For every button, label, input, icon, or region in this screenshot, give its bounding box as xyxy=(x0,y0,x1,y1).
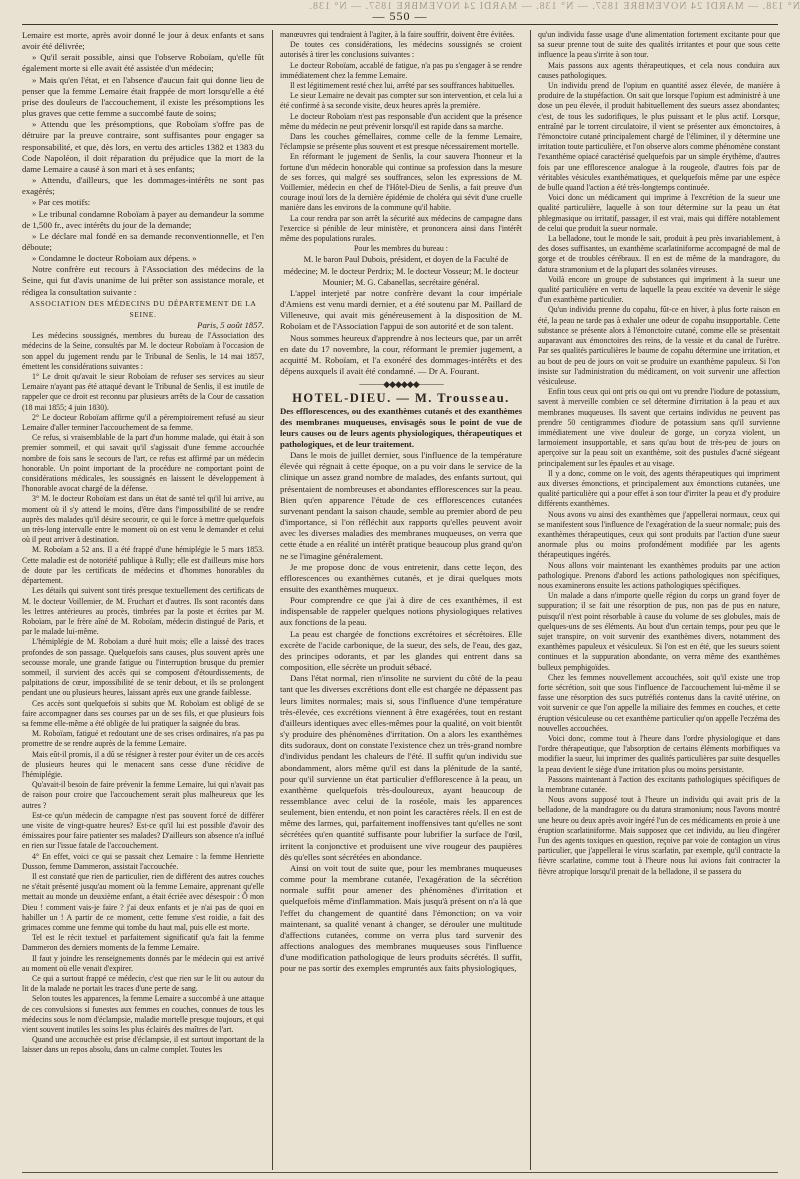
paragraph: Nous avons vu ainsi des exanthèmes que j'appellerai normaux, ceux qui se manifestent sous l'influence de l'exagération de la sueur normale; puis des exanthèmes thérapeutiques, ceux qui sont produits par l'action d'une sueur anormale plus ou moins profondément modifiée par les agents thérapeutiques ingérés. xyxy=(538,509,780,560)
lecture-heading: HOTEL-DIEU. — M. Trousseau. xyxy=(292,391,510,406)
paragraph: Les médecins soussignés, membres du bureau de l'Association des médecins de la Seine, consultés par M. le docteur Roboïam à l'occasion de son appel du jugement rendu par le Tribunal de Senlis, le 14 mai 1857, émettent les considérations suivantes : xyxy=(22,331,264,371)
paragraph: Il y a donc, comme on le voit, des agents thérapeutiques qui impriment aux diverses émonctions, et principalement aux émonctions cutanées, une qualité particulière qui a pour effet à son tour d'irriter la peau et d'y produire différents exanthèmes. xyxy=(538,468,780,509)
paragraph: 1° Le droit qu'avait le sieur Roboïam de refuser ses services au sieur Lemaire n'ayant pas été attaqué devant le Tribunal de Senlis, il est inutile de rappeler que ce droit est reconnu par plusieurs arrêts de la Cour de cassation (18 mai 1855; 4 juin 1830). xyxy=(22,372,264,412)
paragraph: M. Roboïam a 52 ans. Il a été frappé d'une hémiplégie le 5 mars 1853. Cette maladie est de notoriété publique à Rully; elle est d'ailleurs mise hors de doute par les certificats de médecins et d'hommes honorables du département. xyxy=(22,545,264,586)
paragraph: L'appel interjeté par notre confrère devant la cour impériale d'Amiens est venu mardi dernier, et a été soutenu par M. Paillard de Villeneuve, qui avait mis généreusement à la disposition de M. Roboïam et de l'Association l'appui de son autorité et de son talent. xyxy=(280,287,522,332)
section-heading: ASSOCIATION DES MÉDECINS DU DÉPARTEMENT DE LA SEINE. xyxy=(29,298,257,319)
footer-rule xyxy=(22,1172,778,1173)
paragraph: La cour rendra par son arrêt la sécurité aux médecins de campagne dans l'exercice si pénible de leur ministère, et prononcera ainsi dans l'intérêt même des populations rurales. xyxy=(280,213,522,244)
paragraph: Lemaire est morte, après avoir donné le jour à deux enfants et sans avoir été délivrée; xyxy=(22,30,264,52)
paragraph: Il faut y joindre les renseignements donnés par le médecin qui est arrivé au moment où elle venait d'expirer. xyxy=(22,953,264,973)
paragraph: Les détails qui suivent sont tirés presque textuellement des certificats de M. le docteur Voillemier, de M. Fruchart et d'autres. Ils sont racontés dans les lettres antérieures au procès, timbrées par la poste et écrites par M. Roboïam, par le frère aîné de M. Roboïam, médecin distingué de Paris, et par le malade lui-même. xyxy=(22,586,264,637)
paragraph: » Condamne le docteur Roboïam aux dépens. » xyxy=(32,253,197,264)
paragraph: 4° En effet, voici ce qui se passait chez Lemaire : la femme Henriette Dusson, femme Dammeron, assistait l'accouchée. xyxy=(22,851,264,871)
paragraph: Nous avons supposé tout à l'heure un individu qui avait pris de la belladone, de la mandragore ou du datura stramonium; nous l'avons montré une heure ou deux après avoir ingéré l'un de ces médicaments en proie à une éruption scarlatiniforme. Mais supposez que cet individu, au lieu d'ingérer l'un des agents toxiques en question, reçoive par voie de contagion un virus particulier, que j'appellerai le virus scarlatin, par exemple, qu'il contracte la fièvre scarlatine, comme tout à l'heure nous lui avions fait contracter la fièvre atropique lorsqu'il prenait de la belladone, il se passera du xyxy=(538,795,780,876)
paragraph: Notre confrère eut recours à l'Association des médecins de la Seine, qui fut d'avis unanime de lui prêter son assistance morale, et rédigea la consultation suivante : xyxy=(22,264,264,297)
paragraph: Quand une accouchée est prise d'éclampsie, il est surtout important de la laisser dans un repos absolu, dans un calme complet. Toutes les xyxy=(22,1035,264,1055)
signature-heading: Pour les membres du bureau : xyxy=(353,244,448,254)
header-rule xyxy=(22,24,778,25)
paragraph: qu'un individu fasse usage d'une alimentation fortement excitante pour que sa sueur prenne tout de suite des qualités irritantes et pour que sous cette influence la peau s'irrite à son tour. xyxy=(538,30,780,60)
paragraph: Mais passons aux agents thérapeutiques, et cela nous conduira aux causes pathologiques. xyxy=(538,60,780,80)
paragraph: Enfin tous ceux qui ont pris ou qui ont vu prendre l'iodure de potassium, savent à merveille combien ce sel détermine d'irritation à la peau et aux membranes muqueuses. Ils savent que certains individus ne peuvent pas prendre 50 centigrammes d'iodure de potassium sans qu'il survienne immédiatement une vive douleur de gorge, un coryza violent, un larmoiement insupportable, et sans qu'au bout de très-peu de jours on aperçoive sur la peau soit un exanthème, soit des pustules d'acné siégeant principalement sur les épaules et au visage. xyxy=(538,387,780,468)
paragraph: En réformant le jugement de Senlis, la cour sauvera l'honneur et la fortune d'un médecin honorable qui continue sa profession dans la mesure de ses forces, qui malgré ses souffrances, selon les expressions de M. Voillemier, médecin en chef de l'Hôtel-Dieu de Senlis, a fait preuve d'un courage inouï lors de la dernière épidémie de choléra qui sévit d'une cruelle manière dans les environs de la commune qu'il habite. xyxy=(280,152,522,213)
paragraph: 2° Le docteur Roboïam affirme qu'il a péremptoirement refusé au sieur Lemaire d'aller terminer l'accouchement de sa femme. xyxy=(22,412,264,433)
paragraph: Ce refus, si vraisemblable de la part d'un homme malade, qui était à son premier sommeil, et qui savait qu'il s'agissait d'une femme accouchée nombre de fois sans le secours de l'art, ce refus est affirmé par un médecin honorable. Un point important de la procédure ne comportant point de considérations médicales, les soussignés en laissent le développement à l'honorable avocat chargé de la défense. xyxy=(22,433,264,494)
paragraph: Voici donc un médicament qui imprime à l'excrétion de la sueur une qualité particulière, laquelle à son tour détermine sur la peau un état phlegmasique ou irritatif, passager, il est vrai, mais qui diffère notablement de celui que produit la sueur normale. xyxy=(538,193,780,233)
paragraph: Mais eût-il promis, il a dû se résigner à rester pour éviter un de ces accès de plusieurs heures qui le menacent sans cesse d'une récidive de l'hémiplégie. xyxy=(22,749,264,779)
paragraph: Un individu prend de l'opium en quantité assez élevée, de manière à produire de la stupéfaction. On sait que lorsque l'opium est administré à une dose un peu élevée, il produit habituellement des sueurs assez abondantes; c'est, de tous les sudorifiques, le plus puissant et le plus actif. Lorsque, entraîné par le torrent circulatoire, il vient se présenter aux émonctoires, à l'émonctoire cutané principalement chargé de l'éliminer, il y détermine une irritation toute particulière, et l'on observe alors comme phénomène constant l'exanthème opiacé caractérisé quelquefois par un simple érythème, d'autres fois par une efflorescence analogue à la rougeole, d'autres fois par de véritables vésicules exanthématiques, et quelquefois même par une espèce de bulle quand l'action a été très-longtemps continuée. xyxy=(538,81,780,193)
paragraph: Je me propose donc de vous entretenir, dans cette leçon, des efflorescences ou exanthèmes cutanés, et je dirai quelques mots ensuite des exanthèmes muqueux. xyxy=(280,561,522,594)
paragraph: Pour comprendre ce que j'ai à dire de ces exanthèmes, il est indispensable de rappeler quelques notions physiologiques relatives aux fonctions de la peau. xyxy=(280,595,522,628)
paragraph: Le sieur Lemaire ne devait pas compter sur son intervention, et cela lui a été confirmé à sa seconde visite, deux heures après la première. xyxy=(280,91,522,111)
bleed-through-text: N° 138. — MARDI 24 NOVEMBRE 1857. — N° 138. — MARDI 24 NOVEMBRE 1857. — N° 138. xyxy=(308,1,800,12)
paragraph: Selon toutes les apparences, la femme Lemaire a succombé à une attaque de ces convulsions si funestes aux femmes en couches, connues de tous les médecins sous le nom d'éclampsie, maladie mortelle presque toujours, et qui vient souvent inutiles les soins les plus éclairés des maîtres de l'art. xyxy=(22,994,264,1035)
paragraph: L'hémiplégie de M. Roboïam a duré huit mois; elle a laissé des traces profondes de son passage. Quelquefois sans causes, plus souvent après une secousse morale, une grande fatigue ou l'interruption brusque du premier sommeil, il survient des accès qui se composent d'étourdissements, de palpitations de cœur, impossibilité de se tenir debout, et ils se prolongent pendant une ou plusieurs heures, laissant après eux une grande faiblesse. xyxy=(22,637,264,698)
lecture-title: Des efflorescences, ou des exanthèmes cutanés et des exanthèmes des membranes muqueuses, envisagés sous le point de vue de leurs causes ou de leurs agents physiologiques, thérapeutiques et pathologiques, et de leur traitement. xyxy=(280,405,522,449)
paragraph: Voici donc, comme tout à l'heure dans l'ordre physiologique et dans l'ordre thérapeutique, que l'absorption de certains éléments morbifiques va modifier la sueur, lui imprimer des qualités particulières par suite desquelles la peau devient le siège d'une irritation plus ou moins persistante. xyxy=(538,734,780,774)
paragraph: Dans l'état normal, rien n'insolite ne survient du côté de la peau tant que les diverses excrétions dont elle est chargée ne dépassent pas leurs limites normales; mais si, sous l'influence d'une température très-élevée, ces excrétions viennent à être exagérées, tout en restant d'ailleurs identiques avec elles-mêmes pour la qualité, on voit bientôt s'y produire des phénomènes d'irritation. On a alors les exanthèmes dits sudoraux, dont on constate l'existence chez un très-grand nombre d'individus pendant les chaleurs de l'été. Il suffit qu'un individu sue abondamment, alors même qu'il est dans la plénitude de la santé, pour qu'il survienne un état particulier d'efflorescence à la peau, un exanthème quelquefois très-douloureux, ayant beaucoup de ressemblance avec celui de la roséole, mais les apparences seulement, bien entendu, et non point les caractères réels. Il en est de même des larmes, qui, parfaitement inoffensives tant qu'elles ne sont sécrétées qu'en quantité suffisante pour lubrifier la surface de l'œil, irritent la conjonctive et produisent une vive rougeur des paupières dès qu'elles sont sécrétées en abondance. xyxy=(280,673,522,862)
dateline: Paris, 5 août 1857. xyxy=(197,320,264,331)
signatories: M. le baron Paul Dubois, président, et doyen de la Faculté de médecine; M. le docteur Perdrix; M. le docteur Vosseur; M. le docteur Mounier; M. G. Cabanellas, secrétaire général. xyxy=(283,255,519,287)
paragraph: Dans les couches gémellaires, comme celle de la femme Lemaire, l'éclampsie se présente plus souvent et est presque nécessairement mortelle. xyxy=(280,132,522,152)
paragraph: Il est constaté que rien de particulier, rien de différent des autres couches ne s'était présenté jusqu'au moment où la femme Lemaire, apprenant qu'elle mettait au monde un deuxième enfant, a était écriée avec désespoir : Ô mon Dieu ! comment vais-je faire ? j'ai deux enfants et je n'ai pas de quoi en habiller un ! A partir de ce moment, cette femme s'est roidie, a fait des grimaces comme une femme qui tombe du haut mal, puis elle est morte. xyxy=(22,871,264,932)
paragraph: Qu'avait-il besoin de faire prévenir la femme Lemaire, lui qui n'avait pas de raison pour croire que l'accouchement serait plus malheureux que les autres ? xyxy=(22,780,264,810)
paragraph: Nous allons voir maintenant les exanthèmes produits par une action pathologique. Prenons d'abord les actions pathologiques non spécifiques, nous examinerons ensuite les actions pathologiques spécifiques. xyxy=(538,560,780,590)
paragraph: Nous sommes heureux d'apprendre à nos lecteurs que, par un arrêt en date du 17 novembre, la cour, réformant le premier jugement, a acquitté M. Roboïam, et l'a exonéré des dommages-intérêts et des dépens auxquels il avait été condamné. — Dr A. Fourant. xyxy=(280,332,522,377)
paragraph: Passons maintenant à l'action des excitants pathologiques spécifiques de la membrane cutanée. xyxy=(538,774,780,795)
paragraph: Voilà encore un groupe de substances qui impriment à la sueur une qualité particulière en vertu de laquelle la peau excitée va devenir le siège d'un exanthème particulier. xyxy=(538,274,780,305)
paragraph: Le docteur Roboïam n'est pas responsable d'un accident que la présence même du médecin ne peut prévenir lorsqu'il est rapide dans sa marche. xyxy=(280,111,522,131)
paragraph: » Qu'il serait possible, ainsi que l'observe Roboïam, qu'elle fût également morte si elle avait été assistée d'un médecin; xyxy=(22,52,264,74)
column-3 xyxy=(538,30,780,1170)
paragraph: M. Roboïam, fatigué et redoutant une de ses crises ordinaires, n'a pas pu promettre de se rendre auprès de la femme Lemaire. xyxy=(22,729,264,749)
ornament-divider: ———◆◆◆◆◆◆——— xyxy=(359,379,443,390)
column-1 xyxy=(22,30,264,1170)
paragraph: » Par ces motifs: xyxy=(32,197,91,208)
paragraph: Il est légitimement resté chez lui, arrêté par ses souffrances habituelles. xyxy=(290,81,515,91)
column-divider xyxy=(272,30,273,1170)
paragraph: De toutes ces considérations, les médecins soussignés se croient autorisés à tirer les conclusions suivantes : xyxy=(280,40,522,60)
paragraph: La belladone, tout le monde le sait, produit à peu près invariablement, à des doses suffisantes, un exanthème scarlatiniforme accompagné de mal de gorge et de troubles cérébraux. Il en est de même de la mandragore, du datura stramonium et de la plupart des solanées vireuses. xyxy=(538,234,780,274)
column-2 xyxy=(280,30,522,1170)
page-number: — 550 — xyxy=(372,9,428,23)
paragraph: Ces accès sont quelquefois si subits que M. Roboïam est obligé de se faire accompagner dans ses courses par un de ses fils, et que plusieurs fois sa femme elle-même a été obligée de lui pratiquer la saignée du bras. xyxy=(22,698,264,728)
paragraph: Tel est le récit textuel et parfaitement significatif qu'a fait la femme Dammeron des derniers moments de la femme Lemaire. xyxy=(22,933,264,953)
paragraph: Qu'un individu prenne du copahu, fût-ce en hiver, à plus forte raison en été, la peau ne tarde pas à exhaler une odeur de copahu insupportable. Cette substance se présente alors à l'émonctoire cutané, comme elle se présentait auparavant aux émonctoires des reins, de la vessie et du canal de l'urètre. Par ses qualités particulières le baume de copahu détermine une irritation, et au bout de peu de jours on voit se produire un exanthème papuleux. Si l'on insiste sur l'administration du médicament, on voit survenir une affection vésiculeuse. xyxy=(538,305,780,386)
paragraph: La peau est chargée de fonctions excrétoires et sécrétoires. Elle excrète de l'acide carbonique, de la sueur, des sels, de l'eau, des gaz, des principes odorants, et par les glandes qui entrent dans sa composition, elle sécrète un produit sébacé. xyxy=(280,628,522,673)
paragraph: Est-ce qu'un médecin de campagne n'est pas souvent forcé de différer une visite de vingt-quatre heures? Est-ce qu'il lui est possible d'avoir des émissaires pour faire patienter ses malades? D'ailleurs son absence n'a influé en rien sur l'issue fatale de l'accouchement. xyxy=(22,810,264,851)
paragraph: Un malade a dans n'importe quelle région du corps un grand foyer de suppuration; il se fait une résorption de pus, non pas de pus en nature, puisqu'il n'est point résorbable à cause du volume de ses globules, mais de quelques-uns de ses éléments. Au bout d'un certain temps, pour peu que le sujet transpire, on voit survenir des exanthèmes divers, notamment des exanthèmes papuleux et vésiculeux. Si l'on est en été, que les sueurs soient continues et la suppuration abondante, on verra même des exanthèmes bulleux pemphigoïdes. xyxy=(538,591,780,672)
paragraph: Ainsi on voit tout de suite que, pour les membranes muqueuses comme pour la membrane cutanée, l'exagération de la sécrétion normale suffit pour amener des phénomènes d'irritation et quelquefois même d'inflammation. Mais jusqu'à présent on n'a là que l'effet du changement de quantité dans l'émonction; on va voir maintenant, sa qualité venant à changer, se dérouler une multitude d'affections cutanées, comme on verra plus tard survenir des affections analogues des membranes muqueuses sous l'influence d'une modification pathologique de leurs produits sécrétés. Il suffit, pour ne pas sortir des exemples empruntés aux faits physiologiques, xyxy=(280,862,522,974)
paragraph: 3° M. le docteur Roboïam est dans un état de santé tel qu'il lui arrive, au moment où il s'y attend le moins, d'être dans l'impossibilité de se rendre auprès des malades qu'il désire secourir, ce qui le force à mettre quelquefois un très-long intervalle entre le moment où on est venu le demander et celui où il peut arriver à destination. xyxy=(22,494,264,545)
paragraph: Le docteur Roboïam, accablé de fatigue, n'a pas pu s'engager à se rendre immédiatement chez la femme Lemaire. xyxy=(280,60,522,80)
paragraph: Dans le mois de juillet dernier, sous l'influence de la température élevée qui régnait à cette époque, on a pu voir dans le service de la clinique un assez grand nombre de malades, des enfants surtout, qui présentaient de nombreuses et abondantes efflorescences sur la peau. Bien qu'en apparence l'étude de ces efflorescences cutanées survenant pendant la saison chaude, semble au premier abord de peu d'importance, si l'on réfléchit aux rapports qu'elles peuvent avoir avec les diverses maladies des membranes muqueuses, on verra que cette étude a en réalité un intérêt pratique beaucoup plus grand qu'on ne se l'imagine généralement. xyxy=(280,450,522,561)
paragraph: » Attendu que les présomptions, que Roboïam s'offre pas de détruire par la preuve contraire, sont suffisantes pour engager sa responsabilité, et que, dès lors, en vertu des articles 1382 et 1383 du Code Napoléon, il doit réparation du préjudice que la mort de la dame Lemaire a causé à son mari et à ses enfants; xyxy=(22,119,264,174)
paragraph: » Attendu, d'ailleurs, que les dommages-intérêts ne sont pas exagérés; xyxy=(22,175,264,197)
paragraph: » Mais qu'en l'état, et en l'absence d'aucun fait qui donne lieu de penser que la femme Lemaire était frappée de mort lorsqu'elle a été prise des douleurs de l'accouchement, il existe les présomptions les plus graves que cette femme a succombé faute de soins; xyxy=(22,74,264,119)
paragraph: » Le tribunal condamne Roboïam à payer au demandeur la somme de 1,500 fr., avec intérêts du jour de la demande; xyxy=(22,208,264,230)
paragraph: Chez les femmes nouvellement accouchées, soit qu'il existe une trop forte sécrétion, soit que sous l'influence de l'accouchement lui-même il se fasse une résorption des sucs putréfiés contenus dans la cavité utérine, on voit survenir ce que l'on appelle la miliaire des femmes en couches, et cette éruption vésiculeuse ou cet exanthème particulier qu'on appelle l'eczéma des nouvelles accouchées. xyxy=(538,672,780,733)
column-divider xyxy=(530,30,531,1170)
paragraph: » Le déclare mal fondé en sa demande reconventionnelle, et l'en déboute; xyxy=(22,230,264,252)
paragraph: manœuvres qui tendraient à l'agiter, à la faire souffrir, doivent être évitées. xyxy=(280,30,515,39)
paragraph: Ce qui a surtout frappé ce médecin, c'est que rien sur le lit ou autour du lit de la malade ne portait les traces d'une perte de sang. xyxy=(22,974,264,994)
